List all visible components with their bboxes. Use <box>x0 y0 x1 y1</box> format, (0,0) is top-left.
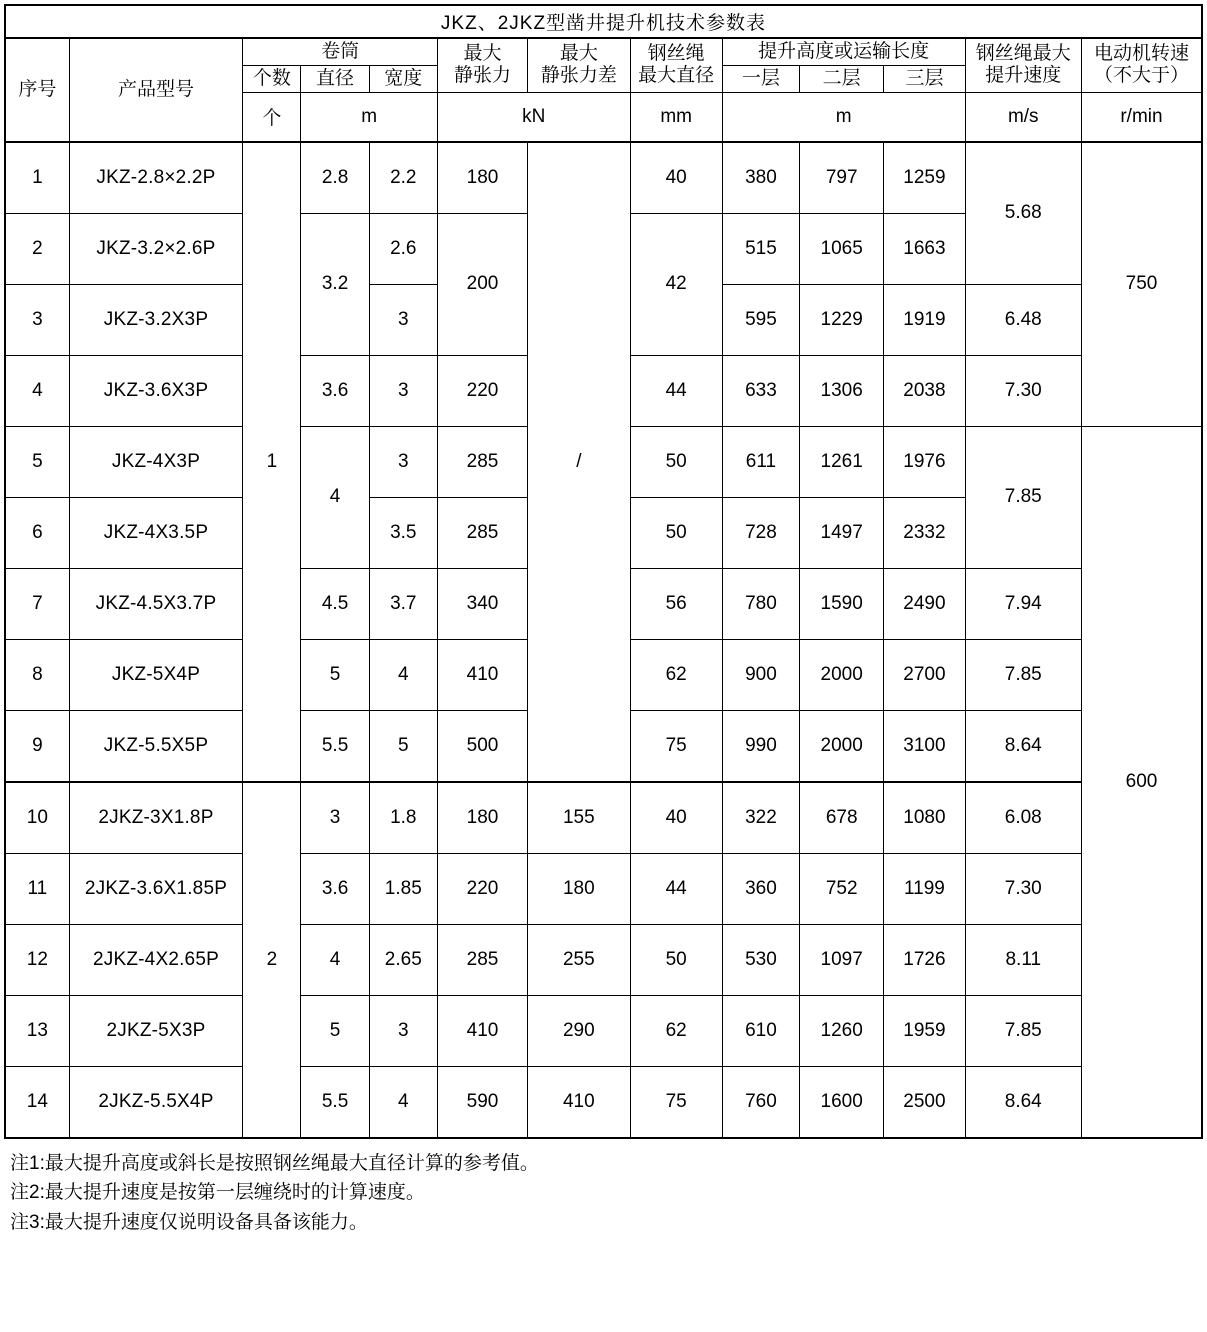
cell-layer3: 1080 <box>884 782 965 854</box>
table-row <box>5 924 1202 995</box>
cell-width: 2.6 <box>369 213 437 284</box>
cell-tension: 410 <box>437 995 527 1066</box>
cell-layer1: 515 <box>722 213 799 284</box>
header-rope-max-diameter-line1: 钢丝绳 <box>647 42 705 64</box>
cell-layer1: 322 <box>722 782 799 854</box>
header-motor-speed <box>1081 38 1202 92</box>
unit-m-layers: m <box>722 92 965 142</box>
cell-layer2: 1260 <box>800 995 884 1066</box>
cell-model: JKZ-2.8×2.2P <box>69 142 243 214</box>
cell-width: 2.65 <box>369 924 437 995</box>
cell-rope-diameter: 40 <box>630 782 722 854</box>
header-max-static-tension-diff-line1: 最大 <box>559 42 598 64</box>
header-layer-3: 三层 <box>884 65 965 92</box>
footnote-2: 注2:最大提升速度是按第一层缠绕时的计算速度。 <box>10 1182 425 1204</box>
unit-meter: m <box>301 92 437 142</box>
cell-tension-diff: / <box>528 142 630 782</box>
cell-drum-count: 2 <box>243 782 301 1138</box>
cell-layer2: 1600 <box>800 1066 884 1138</box>
cell-model: JKZ-4X3P <box>69 426 243 497</box>
page-title: JKZ、2JKZ型凿井提升机技术参数表 <box>5 5 1202 38</box>
header-drum-count: 个数 <box>243 65 301 92</box>
cell-rope-diameter: 56 <box>630 568 722 639</box>
cell-tension: 285 <box>437 924 527 995</box>
cell-tension: 500 <box>437 710 527 782</box>
cell-layer1: 900 <box>722 639 799 710</box>
cell-model: JKZ-3.2X3P <box>69 284 243 355</box>
cell-tension: 285 <box>437 497 527 568</box>
cell-width: 5 <box>369 710 437 782</box>
cell-layer3: 1976 <box>884 426 965 497</box>
cell-seq: 13 <box>5 995 69 1066</box>
spec-sheet-page <box>0 4 1207 1332</box>
cell-width: 1.85 <box>369 853 437 924</box>
cell-rope-diameter: 62 <box>630 639 722 710</box>
cell-tension-diff: 180 <box>528 853 630 924</box>
cell-layer1: 780 <box>722 568 799 639</box>
cell-diameter: 3.2 <box>301 213 369 355</box>
cell-speed: 6.48 <box>965 284 1081 355</box>
header-drum-diameter: 直径 <box>301 65 369 92</box>
cell-width: 2.2 <box>369 142 437 214</box>
cell-width: 4 <box>369 639 437 710</box>
unit-count: 个 <box>243 92 301 142</box>
unit-ms: m/s <box>965 92 1081 142</box>
cell-layer1: 633 <box>722 355 799 426</box>
cell-layer1: 595 <box>722 284 799 355</box>
header-max-static-tension-line2: 静张力 <box>454 65 512 87</box>
cell-model: JKZ-3.2×2.6P <box>69 213 243 284</box>
cell-layer2: 797 <box>800 142 884 214</box>
header-model: 产品型号 <box>69 38 243 142</box>
cell-rope-diameter: 44 <box>630 355 722 426</box>
cell-speed: 6.08 <box>965 782 1081 854</box>
cell-model: JKZ-4X3.5P <box>69 497 243 568</box>
unit-rmin: r/min <box>1081 92 1202 142</box>
footnotes <box>10 1149 1207 1237</box>
cell-width: 4 <box>369 1066 437 1138</box>
cell-width: 3 <box>369 284 437 355</box>
table-row <box>5 1066 1202 1138</box>
cell-diameter: 5.5 <box>301 710 369 782</box>
cell-diameter: 4 <box>301 924 369 995</box>
cell-seq: 9 <box>5 710 69 782</box>
cell-model: JKZ-5.5X5P <box>69 710 243 782</box>
cell-tension: 410 <box>437 639 527 710</box>
cell-model: 2JKZ-4X2.65P <box>69 924 243 995</box>
cell-model: JKZ-5X4P <box>69 639 243 710</box>
cell-layer3: 1726 <box>884 924 965 995</box>
cell-speed: 8.11 <box>965 924 1081 995</box>
cell-seq: 4 <box>5 355 69 426</box>
cell-speed: 7.85 <box>965 426 1081 568</box>
cell-motor-speed: 600 <box>1081 426 1202 1138</box>
cell-width: 3.7 <box>369 568 437 639</box>
cell-seq: 2 <box>5 213 69 284</box>
cell-layer1: 611 <box>722 426 799 497</box>
cell-layer2: 1590 <box>800 568 884 639</box>
header-row-1 <box>5 38 1202 65</box>
cell-tension: 180 <box>437 782 527 854</box>
cell-layer1: 610 <box>722 995 799 1066</box>
header-rope-max-speed-line1: 钢丝绳最大 <box>975 42 1071 64</box>
cell-tension-diff: 255 <box>528 924 630 995</box>
cell-seq: 14 <box>5 1066 69 1138</box>
cell-layer2: 1261 <box>800 426 884 497</box>
cell-tension-diff: 155 <box>528 782 630 854</box>
cell-tension-diff: 410 <box>528 1066 630 1138</box>
cell-layer3: 2700 <box>884 639 965 710</box>
cell-diameter: 3 <box>301 782 369 854</box>
cell-layer2: 2000 <box>800 639 884 710</box>
cell-tension: 285 <box>437 426 527 497</box>
cell-layer2: 752 <box>800 853 884 924</box>
cell-motor-speed: 750 <box>1081 142 1202 427</box>
cell-layer2: 1229 <box>800 284 884 355</box>
cell-seq: 3 <box>5 284 69 355</box>
footnote-3: 注3:最大提升速度仅说明设备具备该能力。 <box>10 1211 368 1233</box>
cell-diameter: 4.5 <box>301 568 369 639</box>
cell-tension: 220 <box>437 853 527 924</box>
cell-speed: 7.94 <box>965 568 1081 639</box>
cell-width: 3 <box>369 426 437 497</box>
cell-tension: 180 <box>437 142 527 214</box>
cell-speed: 7.85 <box>965 995 1081 1066</box>
unit-mm: mm <box>630 92 722 142</box>
cell-diameter: 4 <box>301 426 369 568</box>
cell-rope-diameter: 75 <box>630 1066 722 1138</box>
cell-speed: 7.30 <box>965 355 1081 426</box>
cell-model: 2JKZ-3.6X1.85P <box>69 853 243 924</box>
table-row <box>5 995 1202 1066</box>
cell-layer3: 2500 <box>884 1066 965 1138</box>
cell-seq: 11 <box>5 853 69 924</box>
cell-rope-diameter: 50 <box>630 924 722 995</box>
specification-table <box>4 4 1203 1139</box>
cell-seq: 7 <box>5 568 69 639</box>
cell-model: JKZ-3.6X3P <box>69 355 243 426</box>
cell-tension-diff: 290 <box>528 995 630 1066</box>
cell-rope-diameter: 50 <box>630 497 722 568</box>
cell-layer1: 530 <box>722 924 799 995</box>
cell-speed: 8.64 <box>965 710 1081 782</box>
cell-diameter: 3.6 <box>301 853 369 924</box>
cell-width: 3 <box>369 355 437 426</box>
cell-seq: 6 <box>5 497 69 568</box>
cell-width: 3 <box>369 995 437 1066</box>
header-layer-2: 二层 <box>800 65 884 92</box>
header-motor-speed-line2: （不大于） <box>1093 65 1189 87</box>
cell-diameter: 5.5 <box>301 1066 369 1138</box>
cell-rope-diameter: 62 <box>630 995 722 1066</box>
cell-layer2: 1097 <box>800 924 884 995</box>
cell-seq: 8 <box>5 639 69 710</box>
cell-seq: 10 <box>5 782 69 854</box>
cell-diameter: 5 <box>301 995 369 1066</box>
cell-layer2: 2000 <box>800 710 884 782</box>
cell-layer3: 1199 <box>884 853 965 924</box>
header-max-static-tension-diff-line2: 静张力差 <box>540 65 617 87</box>
header-rope-max-diameter-line2: 最大直径 <box>638 65 715 87</box>
cell-speed: 5.68 <box>965 142 1081 285</box>
cell-layer3: 2490 <box>884 568 965 639</box>
header-max-static-tension-diff <box>528 38 630 92</box>
cell-seq: 1 <box>5 142 69 214</box>
cell-layer2: 678 <box>800 782 884 854</box>
header-rope-max-diameter <box>630 38 722 92</box>
cell-diameter: 5 <box>301 639 369 710</box>
cell-model: 2JKZ-3X1.8P <box>69 782 243 854</box>
table-row <box>5 782 1202 854</box>
cell-rope-diameter: 50 <box>630 426 722 497</box>
header-rope-max-speed <box>965 38 1081 92</box>
cell-rope-diameter: 40 <box>630 142 722 214</box>
cell-diameter: 2.8 <box>301 142 369 214</box>
cell-rope-diameter: 44 <box>630 853 722 924</box>
header-drum-width: 宽度 <box>369 65 437 92</box>
header-max-static-tension-line1: 最大 <box>463 42 502 64</box>
cell-drum-count: 1 <box>243 142 301 782</box>
header-drum-group: 卷筒 <box>243 38 438 65</box>
cell-tension: 220 <box>437 355 527 426</box>
cell-width: 1.8 <box>369 782 437 854</box>
cell-layer1: 990 <box>722 710 799 782</box>
cell-seq: 5 <box>5 426 69 497</box>
cell-layer1: 380 <box>722 142 799 214</box>
cell-model: 2JKZ-5X3P <box>69 995 243 1066</box>
cell-width: 3.5 <box>369 497 437 568</box>
cell-layer3: 1259 <box>884 142 965 214</box>
cell-layer3: 1919 <box>884 284 965 355</box>
cell-layer3: 3100 <box>884 710 965 782</box>
header-motor-speed-line1: 电动机转速 <box>1093 42 1189 64</box>
cell-layer2: 1497 <box>800 497 884 568</box>
cell-tension: 590 <box>437 1066 527 1138</box>
cell-model: 2JKZ-5.5X4P <box>69 1066 243 1138</box>
cell-model: JKZ-4.5X3.7P <box>69 568 243 639</box>
header-lift-height-group: 提升高度或运输长度 <box>722 38 965 65</box>
cell-layer2: 1065 <box>800 213 884 284</box>
cell-speed: 7.85 <box>965 639 1081 710</box>
table-row <box>5 853 1202 924</box>
unit-kn: kN <box>437 92 630 142</box>
table-row <box>5 142 1202 214</box>
cell-layer1: 728 <box>722 497 799 568</box>
cell-layer3: 2332 <box>884 497 965 568</box>
cell-tension: 340 <box>437 568 527 639</box>
cell-layer3: 2038 <box>884 355 965 426</box>
cell-tension: 200 <box>437 213 527 355</box>
cell-rope-diameter: 75 <box>630 710 722 782</box>
title-row <box>5 5 1202 38</box>
cell-layer3: 1959 <box>884 995 965 1066</box>
header-rope-max-speed-line2: 提升速度 <box>985 65 1062 87</box>
cell-layer2: 1306 <box>800 355 884 426</box>
footnote-1: 注1:最大提升高度或斜长是按照钢丝绳最大直径计算的参考值。 <box>10 1152 539 1174</box>
cell-speed: 8.64 <box>965 1066 1081 1138</box>
cell-seq: 12 <box>5 924 69 995</box>
cell-speed: 7.30 <box>965 853 1081 924</box>
header-seq: 序号 <box>5 38 69 142</box>
cell-layer1: 360 <box>722 853 799 924</box>
cell-layer3: 1663 <box>884 213 965 284</box>
header-layer-1: 一层 <box>722 65 799 92</box>
cell-layer1: 760 <box>722 1066 799 1138</box>
header-max-static-tension <box>437 38 527 92</box>
cell-rope-diameter: 42 <box>630 213 722 355</box>
cell-diameter: 3.6 <box>301 355 369 426</box>
